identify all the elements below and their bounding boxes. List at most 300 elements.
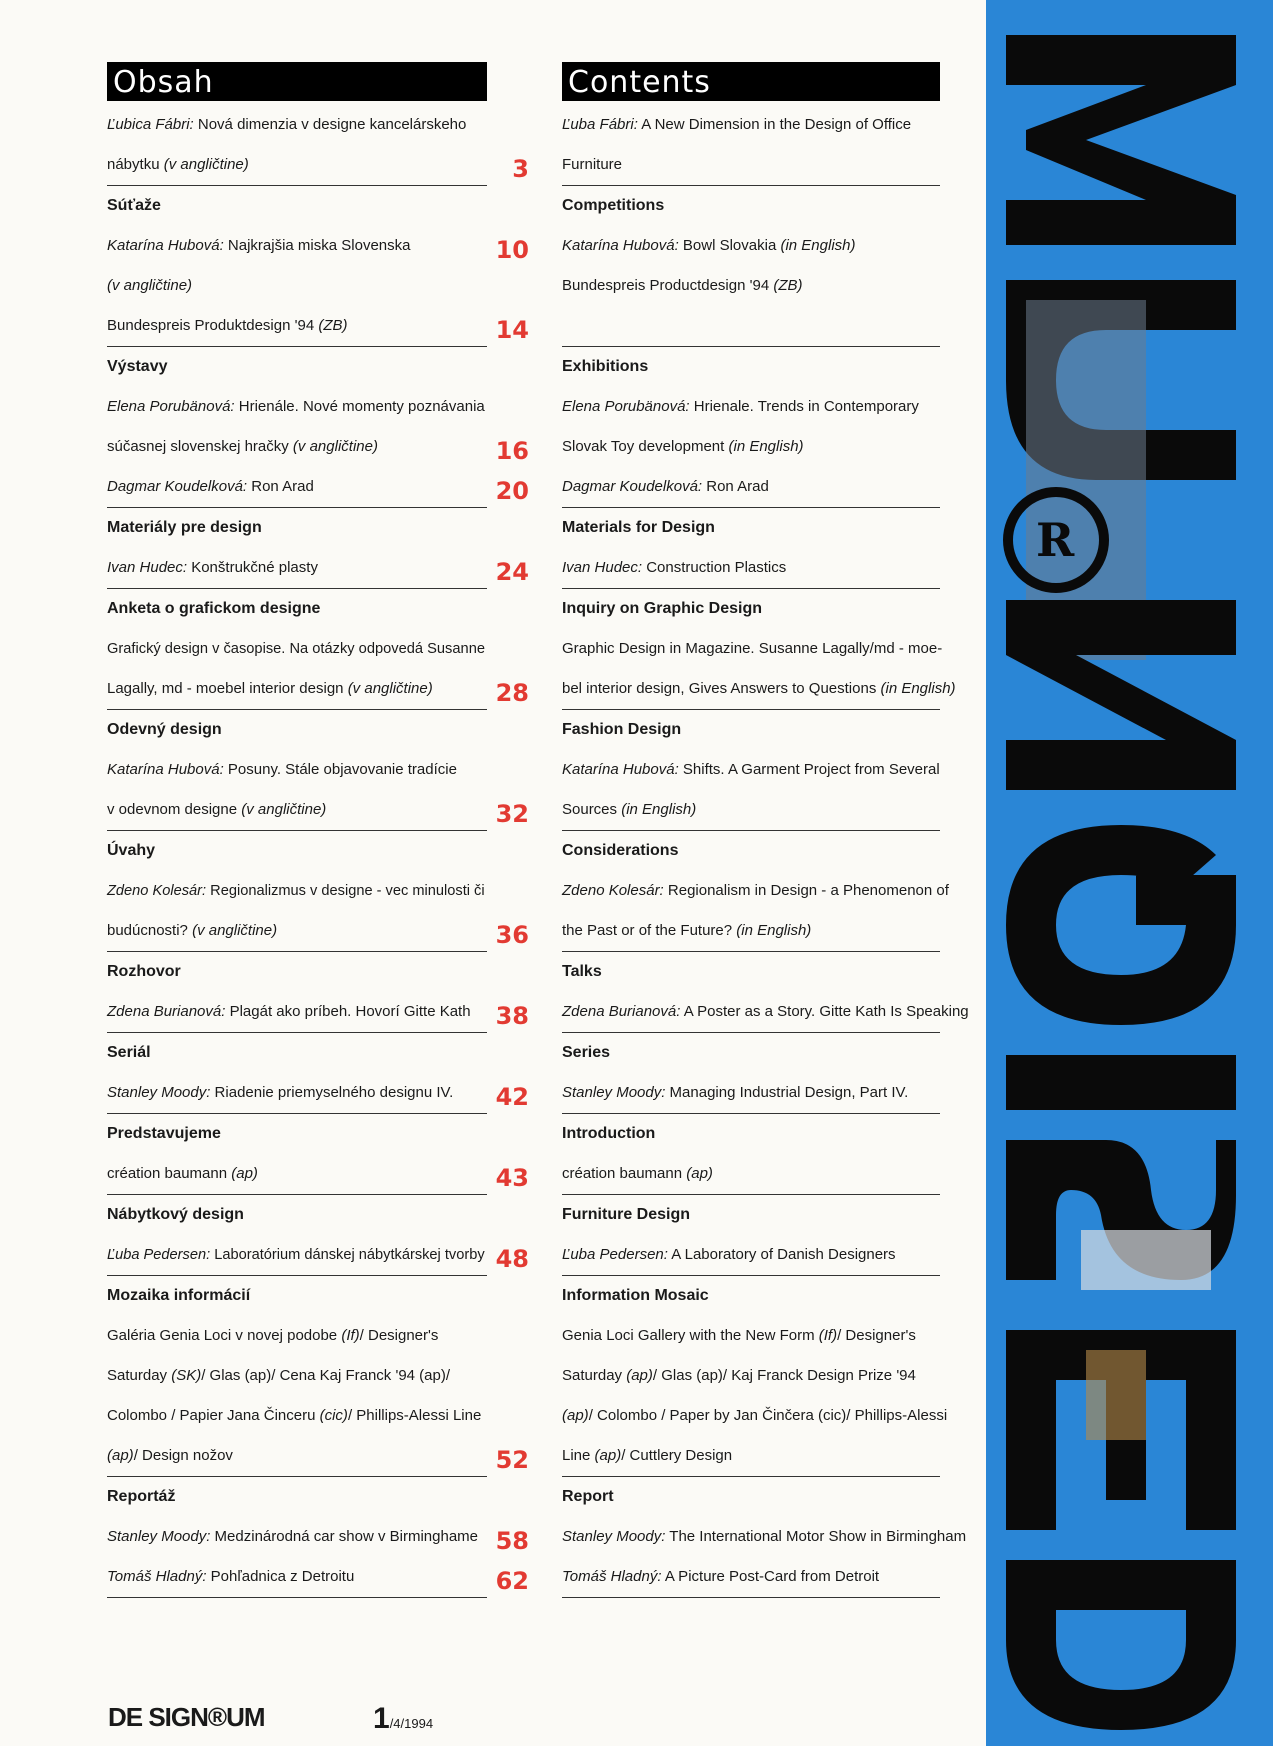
entry-title: Fashion Design	[562, 721, 682, 738]
author-name: Ľuba Pedersen:	[562, 1246, 668, 1263]
entry-title: Talks	[562, 963, 602, 980]
entry-title: Reportáž	[107, 1488, 176, 1505]
toc-entry-text	[562, 478, 769, 495]
toc-entry-text	[107, 266, 192, 306]
toc-entry-line	[562, 427, 940, 467]
entry-title: A New Dimension in the Design of Office	[637, 116, 912, 133]
toc-entry-text	[562, 237, 856, 254]
toc-entry-text	[107, 387, 485, 427]
toc-section-heading	[107, 1276, 487, 1316]
author-name: Ľuba Pedersen:	[107, 1246, 211, 1263]
toc-entry-text	[107, 629, 485, 669]
entry-title: Furniture	[562, 156, 623, 173]
entry-title: Slovak Toy development	[562, 438, 729, 455]
toc-entry-line	[107, 1316, 487, 1356]
entry-note: (in English)	[736, 922, 812, 939]
designum-cover-strip	[986, 0, 1273, 1746]
entry-title: Anketa o grafickom designe	[107, 600, 321, 617]
toc-entry-line	[562, 992, 969, 1033]
toc-entry-text	[562, 559, 786, 576]
toc-entry-text	[107, 508, 262, 548]
toc-entry-line	[562, 1235, 940, 1276]
entry-title: Grafický design v časopise. Na otázky odpovedá Susanne	[107, 640, 485, 657]
toc-entry-line	[107, 1436, 529, 1477]
toc-entry-text	[562, 1447, 732, 1464]
entry-title: Saturday	[562, 1367, 627, 1384]
entry-title: Bundespreis Productdesign '94	[562, 277, 774, 294]
entry-continuation: / Glas (ap)/ Cena Kaj Franck '94 (ap)/	[201, 1367, 451, 1384]
author-name: Elena Porubänová:	[107, 398, 235, 415]
entry-title: bel interior design, Gives Answers to Questions	[562, 680, 881, 697]
toc-entry-text	[562, 1407, 947, 1424]
page-number: 28	[495, 679, 529, 707]
issue-number	[373, 1702, 433, 1736]
toc-entry-line	[562, 790, 940, 831]
toc-entry-text	[107, 790, 326, 830]
toc-entry-text	[562, 1206, 690, 1223]
toc-entry-line	[562, 1154, 940, 1195]
author-name: Tomáš Hladný:	[107, 1568, 207, 1585]
author-name: Stanley Moody:	[107, 1084, 211, 1101]
toc-entry-line	[562, 1517, 967, 1557]
entry-title: The International Motor Show in Birmingham	[665, 1528, 967, 1545]
toc-section-heading	[562, 1477, 940, 1517]
toc-section-heading	[562, 589, 940, 629]
entry-title: Genia Loci Gallery with the New Form	[562, 1327, 819, 1344]
toc-entry-text	[562, 358, 648, 375]
entry-continuation: / Glas (ap)/ Kaj Franck Design Prize '94	[652, 1367, 916, 1384]
author-name: Ľuba Fábri:	[562, 116, 638, 133]
entry-title: création baumann	[107, 1165, 232, 1182]
entry-title: Series	[562, 1044, 611, 1061]
entry-note: (cic)	[319, 1407, 348, 1424]
toc-entry-text	[562, 277, 803, 294]
toc-entry-text	[107, 226, 410, 266]
entry-note: (If)	[818, 1327, 838, 1344]
toc-entry-line	[107, 871, 487, 911]
entry-title: Lagally, md - moebel interior design	[107, 680, 348, 697]
issue-date: /4/1994	[389, 1716, 434, 1731]
toc-entry-line	[562, 1356, 940, 1396]
toc-entry-text	[107, 1316, 438, 1356]
toc-entry-text	[107, 548, 318, 588]
toc-entry-text	[107, 1073, 453, 1113]
designum-footer-logo: DE SIGN®UM	[108, 1702, 265, 1732]
toc-entry-text	[107, 1557, 354, 1597]
toc-entry-text	[562, 1003, 969, 1020]
entry-note: (in English)	[880, 680, 956, 697]
toc-entry-line	[562, 1396, 948, 1436]
page-number: 48	[495, 1245, 529, 1273]
toc-entry-line	[562, 548, 940, 589]
entry-note: (ap)	[626, 1367, 653, 1384]
entry-note: (SK)	[171, 1367, 202, 1384]
toc-entry-text	[107, 145, 249, 185]
issue-num: 1	[373, 1702, 390, 1735]
toc-entry-text	[562, 1287, 709, 1304]
toc-entry-line	[562, 226, 940, 266]
entry-note: (in English)	[728, 438, 804, 455]
entry-title: Riadenie priemyselného designu IV.	[210, 1084, 454, 1101]
entry-continuation: / Design nožov	[133, 1447, 233, 1464]
toc-section-heading	[107, 589, 487, 629]
page-number: 36	[495, 921, 529, 949]
toc-entry-line	[107, 1154, 529, 1195]
entry-title: Ron Arad	[702, 478, 769, 495]
toc-entry-text	[107, 589, 320, 629]
entry-title: Výstavy	[107, 358, 168, 375]
toc-entry-text	[107, 1154, 258, 1194]
entry-continuation: / Designer's	[359, 1327, 439, 1344]
toc-entry-line	[107, 790, 529, 831]
toc-entry-text	[562, 197, 664, 214]
toc-entry-line	[562, 105, 940, 145]
toc-entry-text	[107, 306, 348, 346]
entry-note: (v angličtine)	[347, 680, 433, 697]
toc-entry-text	[562, 1327, 916, 1344]
page-number: 10	[495, 236, 529, 264]
page-number: 52	[495, 1446, 529, 1474]
toc-entry-line	[562, 871, 949, 911]
page-number: 38	[495, 1002, 529, 1030]
toc-section-heading	[562, 952, 940, 992]
author-name: Zdena Burianová:	[562, 1003, 681, 1020]
entry-title: A Poster as a Story. Gitte Kath Is Speaking	[680, 1003, 969, 1020]
toc-entry-line	[107, 105, 487, 145]
page-number: 16	[495, 437, 529, 465]
toc-entry-text	[107, 1517, 478, 1557]
entry-title: Seriál	[107, 1044, 151, 1061]
author-name: Dagmar Koudelková:	[562, 478, 703, 495]
toc-entry-text	[562, 1165, 713, 1182]
toc-entry-line	[562, 1557, 940, 1598]
entry-title: A Laboratory of Danish Designers	[667, 1246, 896, 1263]
toc-entry-line	[107, 629, 487, 669]
entry-note: (v angličtine)	[107, 277, 193, 294]
entry-note: (ap)	[686, 1165, 713, 1182]
toc-entry-line	[562, 1316, 940, 1356]
toc-entry-line	[107, 387, 487, 427]
entry-title: Plagát ako príbeh. Hovorí Gitte Kath	[225, 1003, 471, 1020]
entry-title: Line	[562, 1447, 595, 1464]
entry-title: Furniture Design	[562, 1206, 691, 1223]
author-name: Zdeno Kolesár:	[562, 882, 664, 899]
toc-entry-text	[107, 1356, 450, 1396]
toc-entry-text	[562, 519, 715, 536]
author-name: Katarína Hubová:	[562, 761, 679, 778]
toc-entry-line	[107, 1557, 529, 1598]
toc-entry-text	[107, 1033, 151, 1073]
toc-entry-text	[107, 1114, 221, 1154]
entry-note: (in English)	[621, 801, 697, 818]
toc-entry-line	[562, 1436, 940, 1477]
toc-section-heading	[107, 347, 487, 387]
toc-section-heading	[107, 952, 487, 992]
entry-title: Laboratórium dánskej nábytkárskej tvorby	[210, 1246, 485, 1263]
author-name: Stanley Moody:	[562, 1528, 666, 1545]
designum-wordmark-graphic	[986, 0, 1273, 1746]
toc-entry-line	[562, 387, 940, 427]
entry-title: Regionalism in Design - a Phenomenon of	[663, 882, 949, 899]
toc-section-heading	[562, 347, 940, 387]
author-name: Ivan Hudec:	[562, 559, 643, 576]
contents-column-slovak	[107, 62, 529, 1598]
page-number: 43	[495, 1164, 529, 1192]
toc-entry-line	[107, 226, 529, 266]
toc-section-heading	[107, 1114, 487, 1154]
entry-title: création baumann	[562, 1165, 687, 1182]
entry-continuation: / Phillips-Alessi Line	[347, 1407, 482, 1424]
toc-section-heading	[562, 1114, 940, 1154]
toc-entry-line	[107, 1356, 487, 1396]
entry-title: Nábytkový design	[107, 1206, 244, 1223]
toc-entry-text	[107, 467, 314, 507]
toc-entry-line	[107, 467, 529, 508]
toc-list-english	[562, 105, 969, 1598]
toc-entry-text	[107, 1235, 485, 1275]
page-number: 42	[495, 1083, 529, 1111]
entry-title: Bowl Slovakia	[678, 237, 781, 254]
entry-title: Hrienále. Nové momenty poznávania	[234, 398, 485, 415]
toc-entry-text	[107, 750, 457, 790]
entry-note: (in English)	[780, 237, 856, 254]
toc-entry-line	[562, 145, 940, 186]
entry-title: Medzinárodná car show v Birminghame	[210, 1528, 479, 1545]
entry-continuation: / Colombo / Paper by Jan Činčera (cic)/ Phillips-Alessi	[588, 1407, 948, 1424]
toc-entry-text	[562, 882, 949, 899]
toc-section-heading	[107, 1477, 487, 1517]
entry-title: Saturday	[107, 1367, 172, 1384]
entry-title: Rozhovor	[107, 963, 181, 980]
toc-entry-text	[107, 1477, 175, 1517]
author-name: Katarína Hubová:	[107, 237, 224, 254]
toc-section-heading	[562, 710, 940, 750]
author-name: Dagmar Koudelková:	[107, 478, 248, 495]
toc-entry-text	[107, 1396, 481, 1436]
entry-title: Regionalizmus v designe - vec minulosti či	[206, 882, 485, 899]
toc-entry-line	[562, 911, 940, 952]
toc-section-heading	[562, 1033, 940, 1073]
author-name: Katarína Hubová:	[562, 237, 679, 254]
toc-list-slovak	[107, 105, 529, 1598]
entry-title: Najkrajšia miska Slovenska	[223, 237, 411, 254]
toc-entry-text	[562, 1568, 879, 1585]
toc-entry-text	[562, 1246, 896, 1263]
entry-title: Odevný design	[107, 721, 222, 738]
toc-entry-line	[107, 427, 529, 467]
toc-entry-text	[107, 871, 485, 911]
toc-section-heading	[562, 508, 940, 548]
page-number: 24	[495, 558, 529, 586]
toc-entry-text	[562, 600, 762, 617]
toc-entry-text	[562, 1367, 916, 1384]
toc-entry-line	[107, 1517, 529, 1557]
toc-entry-line	[107, 306, 529, 347]
toc-entry-text	[562, 1528, 966, 1545]
author-name: Zdeno Kolesár:	[107, 882, 207, 899]
section-header-obsah: Obsah	[107, 62, 487, 101]
entry-title: Introduction	[562, 1125, 656, 1142]
toc-entry-text	[107, 952, 181, 992]
entry-title: Posuny. Stále objavovanie tradície	[223, 761, 457, 778]
author-name: Katarína Hubová:	[107, 761, 224, 778]
toc-entry-text	[107, 992, 471, 1032]
entry-title: nábytku	[107, 156, 164, 173]
entry-title: Shifts. A Garment Project from Several	[678, 761, 940, 778]
entry-title: Konštrukčné plasty	[187, 559, 318, 576]
toc-entry-text	[107, 186, 161, 226]
entry-title: Pohľadnica z Detroitu	[206, 1568, 355, 1585]
toc-entry-line	[107, 992, 529, 1033]
toc-entry-text	[562, 398, 919, 415]
toc-entry-line	[562, 306, 940, 347]
author-name: Ivan Hudec:	[107, 559, 188, 576]
entry-note: (ap)	[562, 1407, 589, 1424]
toc-section-heading	[562, 1276, 940, 1316]
page-number: 62	[495, 1567, 529, 1595]
toc-entry-text	[562, 922, 811, 939]
entry-note: (If)	[341, 1327, 360, 1344]
entry-title: v odevnom designe	[107, 801, 242, 818]
entry-title: Information Mosaic	[562, 1287, 709, 1304]
toc-entry-text	[562, 640, 942, 657]
contents-column-english	[562, 62, 969, 1598]
toc-entry-text	[107, 831, 155, 871]
svg-text:R: R	[1036, 513, 1075, 567]
entry-title: Úvahy	[107, 842, 156, 859]
entry-note: (ZB)	[318, 317, 348, 334]
entry-title: Inquiry on Graphic Design	[562, 600, 763, 617]
toc-entry-text	[562, 680, 956, 697]
entry-continuation: / Cuttlery Design	[621, 1447, 733, 1464]
toc-section-heading	[107, 508, 487, 548]
author-name: Stanley Moody:	[107, 1528, 211, 1545]
entry-note: (v angličtine)	[292, 438, 378, 455]
author-name: Tomáš Hladný:	[562, 1568, 662, 1585]
toc-entry-text	[107, 1436, 233, 1476]
toc-entry-text	[562, 1044, 610, 1061]
toc-section-heading	[107, 186, 487, 226]
entry-note: (v angličtine)	[163, 156, 249, 173]
entry-title: Galéria Genia Loci v novej podobe	[107, 1327, 342, 1344]
page-number: 32	[495, 800, 529, 828]
toc-section-heading	[562, 186, 940, 226]
toc-entry-text	[562, 1125, 655, 1142]
toc-entry-text	[562, 1488, 614, 1505]
toc-entry-text	[562, 156, 622, 173]
entry-title: Bundespreis Produktdesign '94	[107, 317, 319, 334]
toc-entry-line	[107, 911, 529, 952]
entry-title: Exhibitions	[562, 358, 649, 375]
author-name: Stanley Moody:	[562, 1084, 666, 1101]
toc-section-heading	[562, 1195, 940, 1235]
toc-section-heading	[107, 710, 487, 750]
toc-entry-line	[562, 629, 943, 669]
toc-entry-line	[562, 750, 940, 790]
entry-title: Predstavujeme	[107, 1125, 221, 1142]
toc-entry-line	[107, 1396, 487, 1436]
entry-title: Ron Arad	[247, 478, 314, 495]
toc-entry-line	[107, 266, 487, 306]
toc-entry-line	[107, 548, 529, 589]
entry-title: Hrienale. Trends in Contemporary	[689, 398, 919, 415]
toc-entry-line	[107, 145, 529, 186]
toc-entry-text	[107, 1195, 244, 1235]
entry-title: Sources	[562, 801, 622, 818]
toc-entry-text	[562, 1084, 908, 1101]
entry-title: Report	[562, 1488, 614, 1505]
entry-title: Managing Industrial Design, Part IV.	[665, 1084, 909, 1101]
entry-note: (ZB)	[773, 277, 803, 294]
author-name: Zdena Burianová:	[107, 1003, 226, 1020]
toc-entry-line	[107, 1073, 529, 1114]
author-name: Ľubica Fábri:	[107, 116, 194, 133]
toc-entry-line	[562, 266, 940, 306]
entry-note: (ap)	[594, 1447, 622, 1464]
entry-note: (v angličtine)	[192, 922, 278, 939]
toc-section-heading	[107, 1033, 487, 1073]
toc-section-heading	[107, 831, 487, 871]
toc-entry-line	[107, 1235, 529, 1276]
entry-note: (v angličtine)	[241, 801, 327, 818]
toc-entry-text	[107, 347, 168, 387]
toc-entry-text	[562, 963, 602, 980]
entry-title: Considerations	[562, 842, 679, 859]
toc-entry-line	[562, 1073, 940, 1114]
author-name: Elena Porubänová:	[562, 398, 690, 415]
toc-entry-text	[562, 801, 696, 818]
page-number: 3	[512, 155, 529, 183]
toc-entry-text	[562, 721, 681, 738]
entry-title: A Picture Post-Card from Detroit	[661, 1568, 880, 1585]
toc-entry-text	[562, 842, 678, 859]
entry-title: Competitions	[562, 197, 665, 214]
entry-title: Colombo / Papier Jana Činceru	[107, 1407, 320, 1424]
toc-entry-text	[562, 116, 911, 133]
toc-section-heading	[107, 1195, 487, 1235]
entry-title: the Past or of the Future?	[562, 922, 737, 939]
section-header-contents: Contents	[562, 62, 940, 101]
toc-entry-line	[562, 467, 940, 508]
entry-title: Materiály pre design	[107, 519, 262, 536]
toc-entry-line	[107, 669, 529, 710]
page-number: 58	[495, 1527, 529, 1555]
toc-section-heading	[562, 831, 940, 871]
entry-note: (ap)	[231, 1165, 258, 1182]
entry-title: Mozaika informácií	[107, 1287, 251, 1304]
entry-title: budúcnosti?	[107, 922, 193, 939]
entry-title: súčasnej slovenskej hračky	[107, 438, 293, 455]
toc-entry-text	[107, 427, 378, 467]
toc-entry-text	[107, 669, 433, 709]
entry-title: Construction Plastics	[642, 559, 787, 576]
toc-entry-line	[562, 669, 956, 710]
entry-title: Materials for Design	[562, 519, 715, 536]
toc-entry-text	[562, 761, 940, 778]
toc-entry-text	[107, 105, 466, 145]
toc-entry-text	[107, 710, 222, 750]
page-number: 20	[495, 477, 529, 505]
toc-entry-text	[107, 1276, 250, 1316]
entry-note: (ap)	[107, 1447, 134, 1464]
toc-entry-text	[562, 438, 804, 455]
entry-continuation: / Designer's	[837, 1327, 916, 1344]
entry-title: Nová dimenzia v designe kancelárskeho	[193, 116, 467, 133]
entry-title: Súťaže	[107, 197, 161, 214]
toc-entry-text	[107, 911, 277, 951]
toc-entry-line	[107, 750, 487, 790]
entry-title: Graphic Design in Magazine. Susanne Lagally/md - moe-	[562, 640, 943, 657]
